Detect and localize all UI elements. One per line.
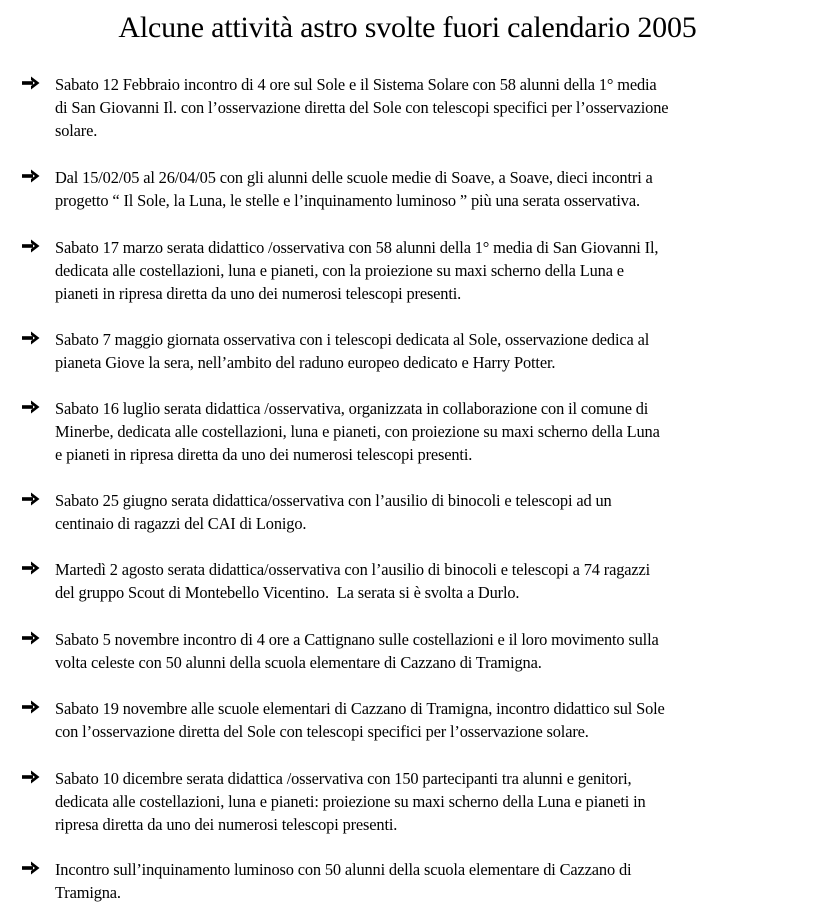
item-text-line: solare. xyxy=(55,121,98,140)
item-text-line: Sabato 7 maggio giornata osservativa con i telescopi dedicata al Sole, osservazione dedica al xyxy=(55,330,650,349)
item-text-line: Sabato 25 giugno serata didattica/osservativa con l’ausilio di binocoli e telescopi ad un xyxy=(55,491,612,510)
arrow-right-icon xyxy=(22,331,40,345)
arrow-right-icon xyxy=(22,239,40,253)
item-text-line: dedicata alle costellazioni, luna e pianeti, con la proiezione su maxi scherno della Luna e xyxy=(55,261,624,280)
item-text xyxy=(55,397,815,466)
item-text-line: e pianeti in ripresa diretta da uno dei numerosi telescopi presenti. xyxy=(55,445,473,464)
arrow-right-icon xyxy=(22,770,40,784)
arrow-right-icon xyxy=(22,169,40,183)
item-text-line: Sabato 16 luglio serata didattica /osservativa, organizzata in collaborazione con il comune di xyxy=(55,399,649,418)
arrow-right-icon xyxy=(22,631,40,645)
item-text-line: Incontro sull’inquinamento luminoso con 50 alunni della scuola elementare di Cazzano di xyxy=(55,860,632,879)
arrow-right-icon xyxy=(22,561,40,575)
item-text xyxy=(55,628,815,674)
arrow-right-icon xyxy=(22,76,40,90)
arrow-right-icon xyxy=(22,492,40,506)
item-text-line: Tramigna. xyxy=(55,883,121,902)
item-text xyxy=(55,697,815,743)
item-text xyxy=(55,166,815,212)
item-text xyxy=(55,489,815,535)
item-text-line: Sabato 10 dicembre serata didattica /osservativa con 150 partecipanti tra alunni e genitori, xyxy=(55,769,632,788)
item-text-line: di San Giovanni Il. con l’osservazione diretta del Sole con telescopi specifici per l’osservazione xyxy=(55,98,669,117)
item-text xyxy=(55,858,815,904)
item-text xyxy=(55,558,815,604)
item-text-line: volta celeste con 50 alunni della scuola elementare di Cazzano di Tramigna. xyxy=(55,653,542,672)
arrow-right-icon xyxy=(22,400,40,414)
item-text-line: dedicata alle costellazioni, luna e pianeti: proiezione su maxi scherno della Luna e pianeti in xyxy=(55,792,646,811)
item-text-line: ripresa diretta da uno dei numerosi telescopi presenti. xyxy=(55,815,398,834)
item-text xyxy=(55,236,815,305)
item-text-line: Sabato 5 novembre incontro di 4 ore a Cattignano sulle costellazioni e il loro movimento sulla xyxy=(55,630,659,649)
item-text-line: Martedì 2 agosto serata didattica/osservativa con l’ausilio di binocoli e telescopi a 74 ragazzi xyxy=(55,560,651,579)
item-text-line: Sabato 12 Febbraio incontro di 4 ore sul Sole e il Sistema Solare con 58 alunni della 1° media xyxy=(55,75,657,94)
item-text-line: con l’osservazione diretta del Sole con telescopi specifici per l’osservazione solare. xyxy=(55,722,589,741)
item-text xyxy=(55,767,815,836)
item-text-line: Sabato 17 marzo serata didattico /osservativa con 58 alunni della 1° media di San Giovanni Il, xyxy=(55,238,659,257)
item-text-line: progetto “ Il Sole, la Luna, le stelle e l’inquinamento luminoso ” più una serata osservativa. xyxy=(55,191,640,210)
item-text xyxy=(55,73,815,142)
item-text xyxy=(55,328,815,374)
item-text-line: pianeta Giove la sera, nell’ambito del raduno europeo dedicato e Harry Potter. xyxy=(55,353,556,372)
arrow-right-icon xyxy=(22,700,40,714)
item-text-line: pianeti in ripresa diretta da uno dei numerosi telescopi presenti. xyxy=(55,284,462,303)
item-text-line: del gruppo Scout di Montebello Vicentino. La serata si è svolta a Durlo. xyxy=(55,583,520,602)
item-text-line: Sabato 19 novembre alle scuole elementari di Cazzano di Tramigna, incontro didattico sul Sole xyxy=(55,699,665,718)
page-title: Alcune attività astro svolte fuori calendario 2005 xyxy=(118,11,697,44)
item-text-line: Dal 15/02/05 al 26/04/05 con gli alunni delle scuole medie di Soave, a Soave, dieci incontri a xyxy=(55,168,653,187)
item-text-line: Minerbe, dedicata alle costellazioni, luna e pianeti, con proiezione su maxi scherno della Luna xyxy=(55,422,660,441)
item-text-line: centinaio di ragazzi del CAI di Lonigo. xyxy=(55,514,307,533)
arrow-right-icon xyxy=(22,861,40,875)
